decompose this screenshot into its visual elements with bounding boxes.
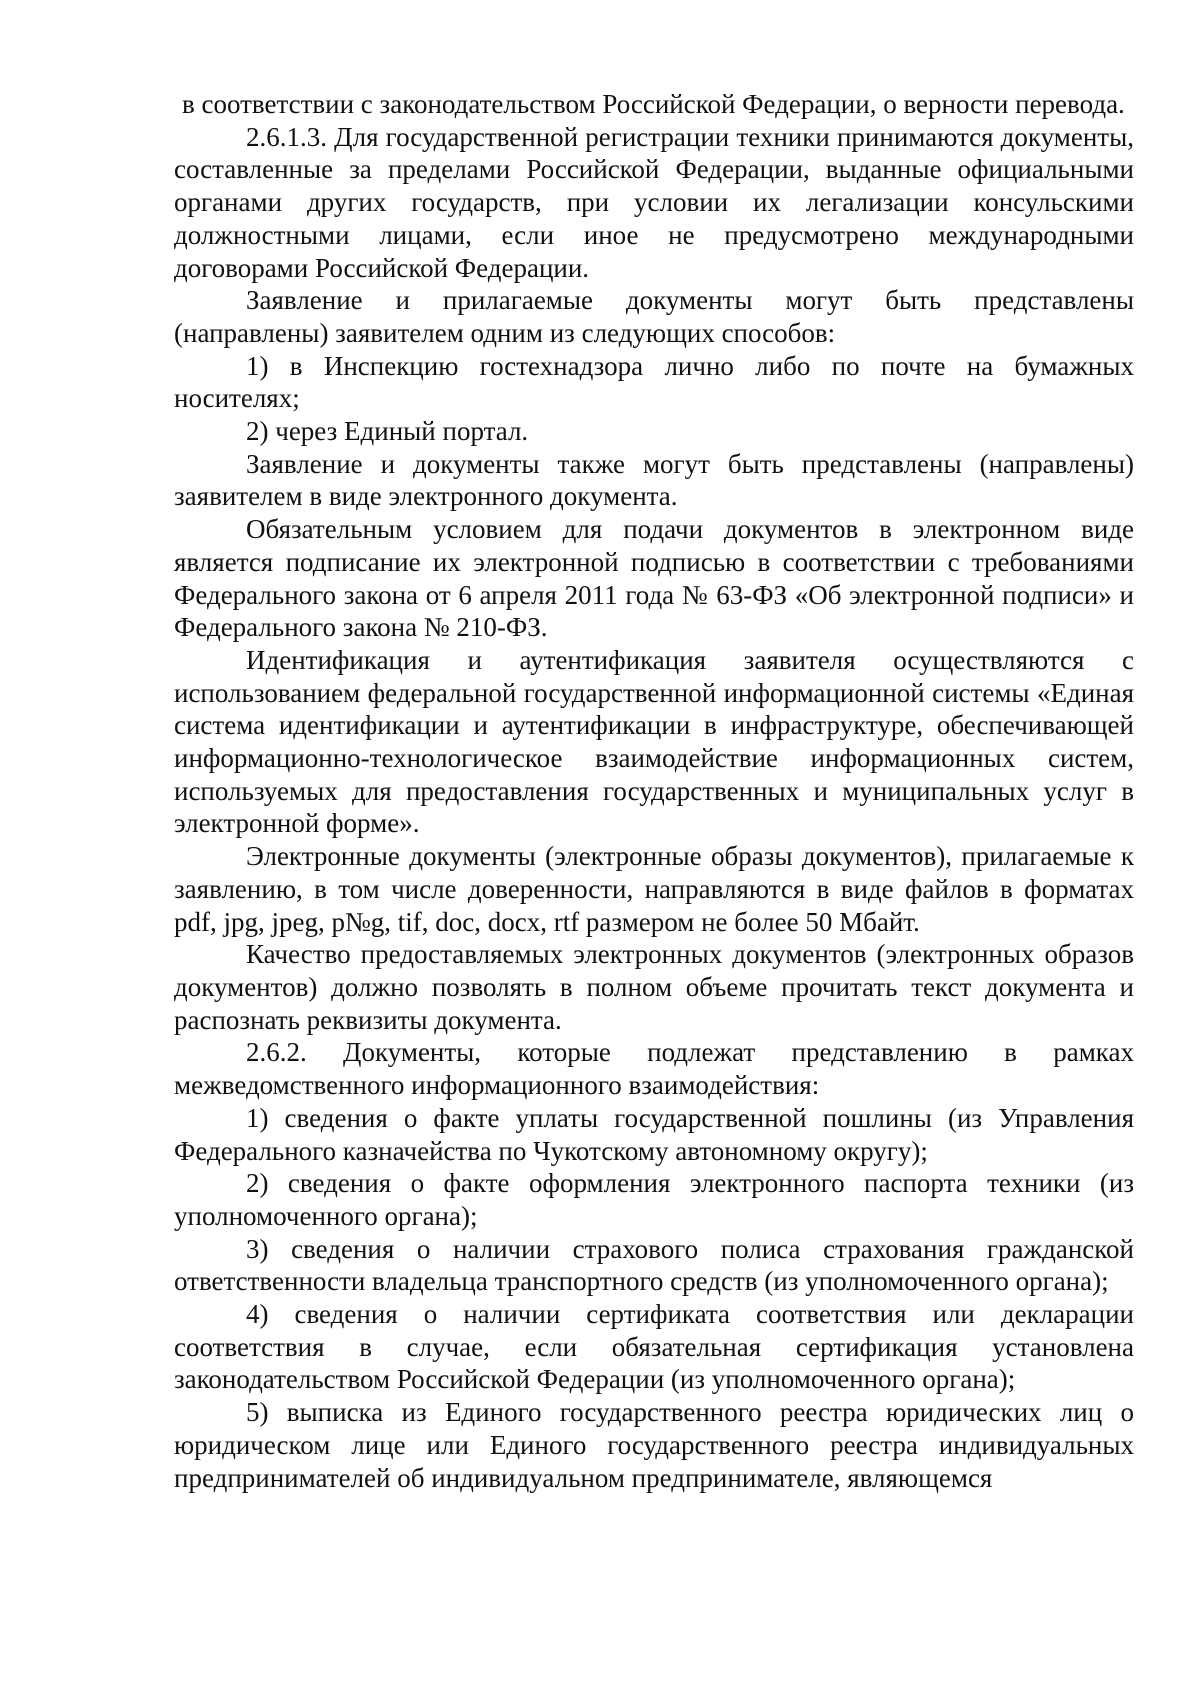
paragraph-13: 2) сведения о факте оформления электронного паспорта техники (из уполномоченного органа); xyxy=(174,1168,1134,1231)
paragraph-5: 2) через Единый портал. xyxy=(246,416,529,447)
paragraph-4: 1) в Инспекцию гостехнадзора лично либо по почте на бумажных носителях; xyxy=(174,350,1134,414)
paragraph-15: 4) сведения о наличии сертификата соответствия или декларации соответствия в случае, если обязательная сертификация установлена законодательством Российской Федерации (из уполномоченного органа); xyxy=(174,1299,1134,1395)
paragraph-2: 2.6.1.3. Для государственной регистрации техники принимаются документы, составленные за пределами Российской Федерации, выданные официальными органами других государств, при условии их легализации консульскими должностными лицами, если иное не предусмотрено международными договорами Российской Федерации. xyxy=(174,121,1134,283)
paragraph-9: Электронные документы (электронные образы документов), прилагаемые к заявлению, в том числе доверенности, направляются в виде файлов в форматах pdf, jpg, jpeg, p№g, tif, doc, docx, rtf размером не более 50 Мбайт. xyxy=(174,841,1134,937)
paragraph-10: Качество предоставляемых электронных документов (электронных образов документов) должно позволять в полном объеме прочитать текст документа и распознать реквизиты документа. xyxy=(174,939,1134,1035)
paragraph-16: 5) выписка из Единого государственного реестра юридических лиц о юридическом лице или Единого государственного реестра индивидуальных предпринимателей об индивидуальном предпринимателе, являющемся xyxy=(174,1397,1134,1493)
paragraph-3: Заявление и прилагаемые документы могут быть представлены (направлены) заявителем одним из следующих способов: xyxy=(174,285,1134,348)
paragraph-7: Обязательным условием для подачи документов в электронном виде является подписание их электронной подписью в соответствии с требованиями Федерального закона от 6 апреля 2011 года № 63-ФЗ «Об электронной подписи» и Федерального закона № 210-ФЗ. xyxy=(174,514,1134,643)
paragraph-12: 1) сведения о факте уплаты государственной пошлины (из Управления Федерального казначейства по Чукотскому автономному округу); xyxy=(174,1102,1134,1166)
paragraph-8: Идентификация и аутентификация заявителя осуществляются с использованием федеральной государственной информационной системы «Единая система идентификации и аутентификации в инфраструктуре, обеспечивающей информационно-технологическое взаимодействие информационных систем, используемых для предоставления государственных и муниципальных услуг в электронной форме». xyxy=(174,644,1134,839)
paragraph-14: 3) сведения о наличии страхового полиса страхования гражданской ответственности владельца транспортного средств (из уполномоченного органа); xyxy=(174,1233,1134,1297)
paragraph-1: в соответствии с законодательством Российской Федерации, о верности перевода. xyxy=(182,89,1125,119)
paragraph-11: 2.6.2. Документы, которые подлежат представлению в рамках межведомственного информационного взаимодействия: xyxy=(174,1037,1134,1101)
paragraph-6: Заявление и документы также могут быть представлены (направлены) заявителем в виде электронного документа. xyxy=(174,448,1134,512)
document-page xyxy=(174,88,1134,1494)
